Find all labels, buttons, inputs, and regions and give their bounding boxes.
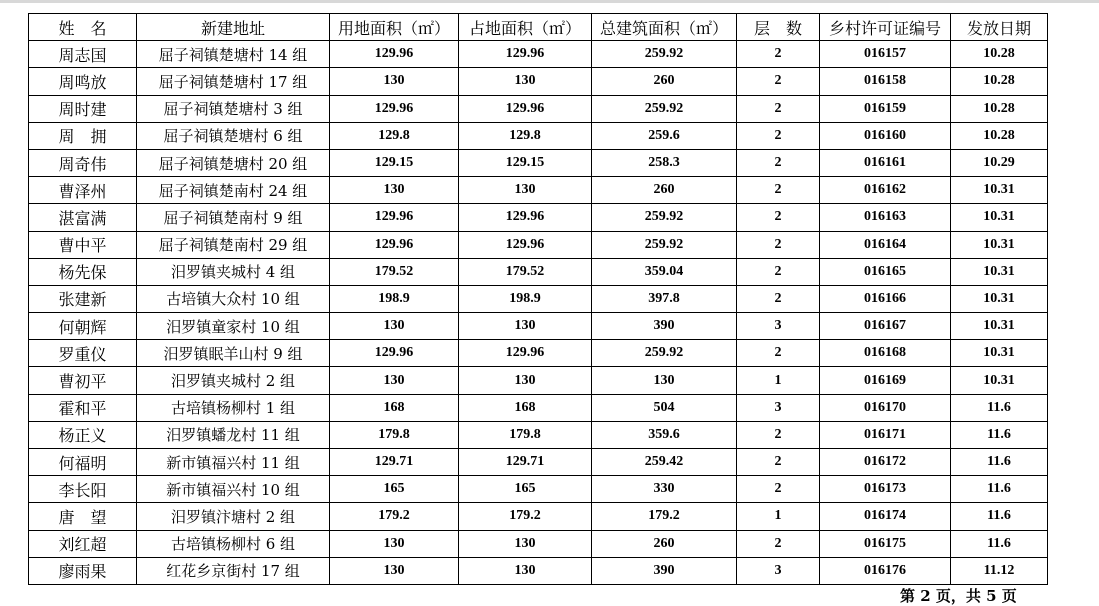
table-row [29, 68, 1048, 95]
col-header-name: 姓 名 [29, 14, 137, 41]
table-row [29, 367, 1048, 394]
footprint-area-cell: 165 [459, 476, 592, 503]
footprint-area-cell: 130 [459, 177, 592, 204]
permit-number-cell: 016172 [820, 449, 951, 476]
page-indicator: 第 2 页，共 5 页 [900, 587, 1017, 605]
permit-number-cell: 016168 [820, 340, 951, 367]
floors-cell: 3 [737, 557, 820, 584]
address-cell: 屈子祠镇楚塘村 20 组 [137, 149, 330, 176]
table-row [29, 449, 1048, 476]
footprint-area-cell: 179.52 [459, 258, 592, 285]
address-cell: 屈子祠镇楚南村 24 组 [137, 177, 330, 204]
footprint-area-cell: 129.15 [459, 149, 592, 176]
table-row [29, 503, 1048, 530]
address-cell: 红花乡京街村 17 组 [137, 557, 330, 584]
issue-date-cell: 10.31 [951, 231, 1048, 258]
address-cell: 汨罗镇夹城村 4 组 [137, 258, 330, 285]
issue-date-cell: 10.29 [951, 149, 1048, 176]
permit-number-cell: 016169 [820, 367, 951, 394]
address-cell: 屈子祠镇楚塘村 6 组 [137, 122, 330, 149]
footprint-area-cell: 168 [459, 394, 592, 421]
permit-number-cell: 016164 [820, 231, 951, 258]
permit-table [28, 13, 1048, 585]
total-floor-area-cell: 259.92 [592, 231, 737, 258]
footprint-area-cell: 129.96 [459, 340, 592, 367]
floors-cell: 2 [737, 258, 820, 285]
address-cell: 汨罗镇童家村 10 组 [137, 313, 330, 340]
floors-cell: 1 [737, 503, 820, 530]
name-cell: 湛富满 [29, 204, 137, 231]
table-row [29, 313, 1048, 340]
total-floor-area-cell: 330 [592, 476, 737, 503]
address-cell: 汨罗镇夹城村 2 组 [137, 367, 330, 394]
address-cell: 新市镇福兴村 11 组 [137, 449, 330, 476]
total-floor-area-cell: 259.92 [592, 340, 737, 367]
footprint-area-cell: 129.96 [459, 41, 592, 68]
permit-number-cell: 016174 [820, 503, 951, 530]
permit-number-cell: 016160 [820, 122, 951, 149]
land-area-cell: 179.8 [330, 421, 459, 448]
footprint-area-cell: 130 [459, 313, 592, 340]
total-floor-area-cell: 258.3 [592, 149, 737, 176]
name-cell: 周时建 [29, 95, 137, 122]
name-cell: 曹泽州 [29, 177, 137, 204]
footprint-area-cell: 130 [459, 557, 592, 584]
footprint-area-cell: 129.96 [459, 95, 592, 122]
name-cell: 刘红超 [29, 530, 137, 557]
issue-date-cell: 11.6 [951, 449, 1048, 476]
table-row [29, 530, 1048, 557]
land-area-cell: 129.8 [330, 122, 459, 149]
total-floor-area-cell: 260 [592, 177, 737, 204]
name-cell: 张建新 [29, 285, 137, 312]
col-header-footprint-area: 占地面积（㎡） [459, 14, 592, 41]
floors-cell: 2 [737, 204, 820, 231]
issue-date-cell: 10.28 [951, 41, 1048, 68]
issue-date-cell: 11.6 [951, 421, 1048, 448]
land-area-cell: 129.96 [330, 41, 459, 68]
land-area-cell: 129.15 [330, 149, 459, 176]
issue-date-cell: 10.31 [951, 177, 1048, 204]
permit-number-cell: 016166 [820, 285, 951, 312]
table-row [29, 476, 1048, 503]
floors-cell: 2 [737, 231, 820, 258]
floors-cell: 2 [737, 285, 820, 312]
total-floor-area-cell: 259.92 [592, 204, 737, 231]
land-area-cell: 130 [330, 530, 459, 557]
col-header-issue-date: 发放日期 [951, 14, 1048, 41]
address-cell: 汨罗镇眠羊山村 9 组 [137, 340, 330, 367]
table-row [29, 177, 1048, 204]
name-cell: 周鸣放 [29, 68, 137, 95]
land-area-cell: 198.9 [330, 285, 459, 312]
issue-date-cell: 10.31 [951, 340, 1048, 367]
name-cell: 唐 望 [29, 503, 137, 530]
name-cell: 李长阳 [29, 476, 137, 503]
address-cell: 屈子祠镇楚南村 9 组 [137, 204, 330, 231]
land-area-cell: 129.96 [330, 340, 459, 367]
permit-number-cell: 016175 [820, 530, 951, 557]
land-area-cell: 129.71 [330, 449, 459, 476]
land-area-cell: 179.2 [330, 503, 459, 530]
address-cell: 古培镇大众村 10 组 [137, 285, 330, 312]
total-floor-area-cell: 504 [592, 394, 737, 421]
land-area-cell: 129.96 [330, 231, 459, 258]
col-header-address: 新建地址 [137, 14, 330, 41]
name-cell: 何福明 [29, 449, 137, 476]
issue-date-cell: 10.31 [951, 313, 1048, 340]
floors-cell: 2 [737, 41, 820, 68]
table-row [29, 285, 1048, 312]
total-floor-area-cell: 390 [592, 313, 737, 340]
permit-number-cell: 016170 [820, 394, 951, 421]
permit-number-cell: 016173 [820, 476, 951, 503]
total-floor-area-cell: 260 [592, 68, 737, 95]
address-cell: 汨罗镇汴塘村 2 组 [137, 503, 330, 530]
permit-number-cell: 016171 [820, 421, 951, 448]
address-cell: 屈子祠镇楚南村 29 组 [137, 231, 330, 258]
name-cell: 廖雨果 [29, 557, 137, 584]
table-row [29, 557, 1048, 584]
table-row [29, 122, 1048, 149]
footprint-area-cell: 198.9 [459, 285, 592, 312]
total-floor-area-cell: 259.6 [592, 122, 737, 149]
address-cell: 屈子祠镇楚塘村 17 组 [137, 68, 330, 95]
name-cell: 罗重仪 [29, 340, 137, 367]
total-floor-area-cell: 390 [592, 557, 737, 584]
name-cell: 何朝辉 [29, 313, 137, 340]
name-cell: 霍和平 [29, 394, 137, 421]
table-row [29, 149, 1048, 176]
footprint-area-cell: 130 [459, 367, 592, 394]
address-cell: 屈子祠镇楚塘村 14 组 [137, 41, 330, 68]
issue-date-cell: 10.31 [951, 285, 1048, 312]
permit-number-cell: 016162 [820, 177, 951, 204]
table-row [29, 340, 1048, 367]
table-row [29, 394, 1048, 421]
total-floor-area-cell: 359.6 [592, 421, 737, 448]
name-cell: 曹初平 [29, 367, 137, 394]
issue-date-cell: 11.12 [951, 557, 1048, 584]
floors-cell: 3 [737, 394, 820, 421]
land-area-cell: 129.96 [330, 95, 459, 122]
issue-date-cell: 10.31 [951, 367, 1048, 394]
table-row [29, 258, 1048, 285]
name-cell: 周 拥 [29, 122, 137, 149]
issue-date-cell: 10.28 [951, 122, 1048, 149]
issue-date-cell: 11.6 [951, 476, 1048, 503]
permit-number-cell: 016165 [820, 258, 951, 285]
footprint-area-cell: 130 [459, 530, 592, 557]
footprint-area-cell: 130 [459, 68, 592, 95]
land-area-cell: 129.96 [330, 204, 459, 231]
name-cell: 周奇伟 [29, 149, 137, 176]
land-area-cell: 179.52 [330, 258, 459, 285]
issue-date-cell: 11.6 [951, 503, 1048, 530]
table-row [29, 41, 1048, 68]
floors-cell: 1 [737, 367, 820, 394]
land-area-cell: 130 [330, 367, 459, 394]
address-cell: 屈子祠镇楚塘村 3 组 [137, 95, 330, 122]
col-header-floors: 层 数 [737, 14, 820, 41]
name-cell: 杨先保 [29, 258, 137, 285]
footprint-area-cell: 179.8 [459, 421, 592, 448]
total-floor-area-cell: 397.8 [592, 285, 737, 312]
table-row [29, 231, 1048, 258]
land-area-cell: 165 [330, 476, 459, 503]
issue-date-cell: 10.31 [951, 258, 1048, 285]
floors-cell: 2 [737, 177, 820, 204]
floors-cell: 3 [737, 313, 820, 340]
footprint-area-cell: 179.2 [459, 503, 592, 530]
total-floor-area-cell: 260 [592, 530, 737, 557]
name-cell: 杨正义 [29, 421, 137, 448]
floors-cell: 2 [737, 149, 820, 176]
footprint-area-cell: 129.71 [459, 449, 592, 476]
address-cell: 汨罗镇蟠龙村 11 组 [137, 421, 330, 448]
total-floor-area-cell: 259.92 [592, 95, 737, 122]
floors-cell: 2 [737, 95, 820, 122]
land-area-cell: 130 [330, 313, 459, 340]
permit-number-cell: 016163 [820, 204, 951, 231]
permit-number-cell: 016161 [820, 149, 951, 176]
permit-number-cell: 016176 [820, 557, 951, 584]
address-cell: 新市镇福兴村 10 组 [137, 476, 330, 503]
col-header-total-floor-area: 总建筑面积（㎡） [592, 14, 737, 41]
address-cell: 古培镇杨柳村 6 组 [137, 530, 330, 557]
table-row [29, 421, 1048, 448]
floors-cell: 2 [737, 122, 820, 149]
issue-date-cell: 11.6 [951, 530, 1048, 557]
floors-cell: 2 [737, 340, 820, 367]
col-header-land-area: 用地面积（㎡） [330, 14, 459, 41]
permit-number-cell: 016159 [820, 95, 951, 122]
floors-cell: 2 [737, 68, 820, 95]
name-cell: 周志国 [29, 41, 137, 68]
issue-date-cell: 11.6 [951, 394, 1048, 421]
permit-number-cell: 016158 [820, 68, 951, 95]
permit-number-cell: 016167 [820, 313, 951, 340]
address-cell: 古培镇杨柳村 1 组 [137, 394, 330, 421]
total-floor-area-cell: 259.42 [592, 449, 737, 476]
issue-date-cell: 10.31 [951, 204, 1048, 231]
floors-cell: 2 [737, 449, 820, 476]
land-area-cell: 168 [330, 394, 459, 421]
table-row [29, 204, 1048, 231]
name-cell: 曹中平 [29, 231, 137, 258]
permit-number-cell: 016157 [820, 41, 951, 68]
table-body [29, 41, 1048, 585]
footprint-area-cell: 129.96 [459, 231, 592, 258]
floors-cell: 2 [737, 530, 820, 557]
total-floor-area-cell: 179.2 [592, 503, 737, 530]
issue-date-cell: 10.28 [951, 68, 1048, 95]
header-divider [0, 0, 1099, 3]
land-area-cell: 130 [330, 68, 459, 95]
floors-cell: 2 [737, 421, 820, 448]
header-row [29, 14, 1048, 41]
footprint-area-cell: 129.96 [459, 204, 592, 231]
col-header-permit-number: 乡村许可证编号 [820, 14, 951, 41]
land-area-cell: 130 [330, 557, 459, 584]
floors-cell: 2 [737, 476, 820, 503]
total-floor-area-cell: 359.04 [592, 258, 737, 285]
land-area-cell: 130 [330, 177, 459, 204]
table-row [29, 95, 1048, 122]
footprint-area-cell: 129.8 [459, 122, 592, 149]
total-floor-area-cell: 130 [592, 367, 737, 394]
total-floor-area-cell: 259.92 [592, 41, 737, 68]
issue-date-cell: 10.28 [951, 95, 1048, 122]
